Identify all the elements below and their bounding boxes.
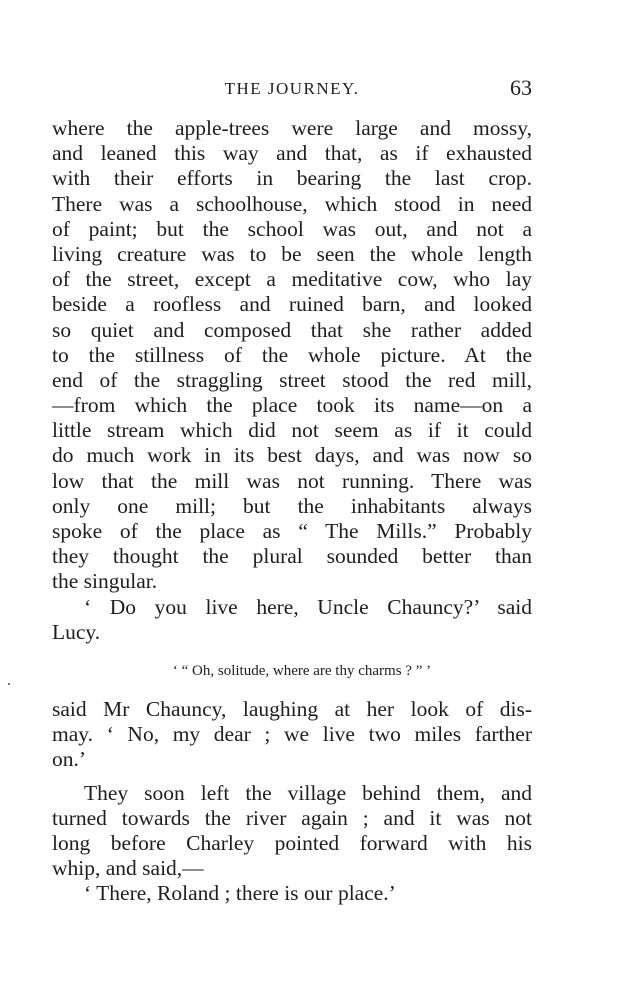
paragraph-5 xyxy=(52,881,532,906)
text-line: They soon left the village behind them, and xyxy=(84,780,532,805)
text-line: may. ‘ No, my dear ; we live two miles farther xyxy=(52,722,532,747)
text-line: ‘ There, Roland ; there is our place.’ xyxy=(84,881,396,906)
print-speck xyxy=(8,683,10,685)
text-line: of the street, except a meditative cow, who lay xyxy=(52,267,532,292)
text-line: whip, and said,— xyxy=(52,856,204,881)
text-line: beside a roofless and ruined barn, and looked xyxy=(52,292,532,317)
text-line: on.’ xyxy=(52,747,87,772)
text-line: with their efforts in bearing the last crop. xyxy=(52,166,532,191)
verse-quotation: ‘ “ Oh, solitude, where are thy charms ? ” ’ xyxy=(172,662,432,679)
page-number: 63 xyxy=(510,75,532,100)
text-line: only one mill; but the inhabitants always xyxy=(52,493,532,518)
text-line: There was a schoolhouse, which stood in need xyxy=(52,191,532,216)
text-line: end of the straggling street stood the red mill, xyxy=(52,367,532,392)
text-line: ‘ Do you live here, Uncle Chauncy?’ said xyxy=(84,594,532,619)
text-line: spoke of the place as “ The Mills.” Probably xyxy=(52,519,532,543)
paragraph-2 xyxy=(52,595,532,645)
text-line: and leaned this way and that, as if exhausted xyxy=(52,141,532,166)
text-line: so quiet and composed that she rather added xyxy=(52,317,532,342)
text-line: little stream which did not seem as if it could xyxy=(52,418,532,443)
text-line: low that the mill was not running. There was xyxy=(52,468,532,493)
text-line: they thought the plural sounded better than xyxy=(52,544,532,569)
text-line: living creature was to be seen the whole length xyxy=(52,241,532,266)
text-line: —from which the place took its name—on a xyxy=(52,393,532,418)
text-line: Lucy. xyxy=(52,619,101,644)
paragraph-4 xyxy=(52,781,532,882)
text-line: to the stillness of the whole picture. At the xyxy=(52,342,532,367)
text-line: do much work in its best days, and was now so xyxy=(52,443,532,468)
text-line: the singular. xyxy=(52,569,158,594)
text-line: of paint; but the school was out, and not a xyxy=(52,216,532,241)
body-text xyxy=(52,116,532,906)
paragraph-1 xyxy=(52,116,532,595)
text-line: said Mr Chauncy, laughing at her look of dis- xyxy=(52,696,532,721)
text-line: long before Charley pointed forward with his xyxy=(52,830,532,855)
text-line: turned towards the river again ; and it was not xyxy=(52,805,532,830)
running-title: THE JOURNEY. xyxy=(224,79,360,98)
paragraph-3 xyxy=(52,697,532,773)
text-line: where the apple-trees were large and mossy, xyxy=(52,116,532,140)
running-head xyxy=(52,75,532,105)
